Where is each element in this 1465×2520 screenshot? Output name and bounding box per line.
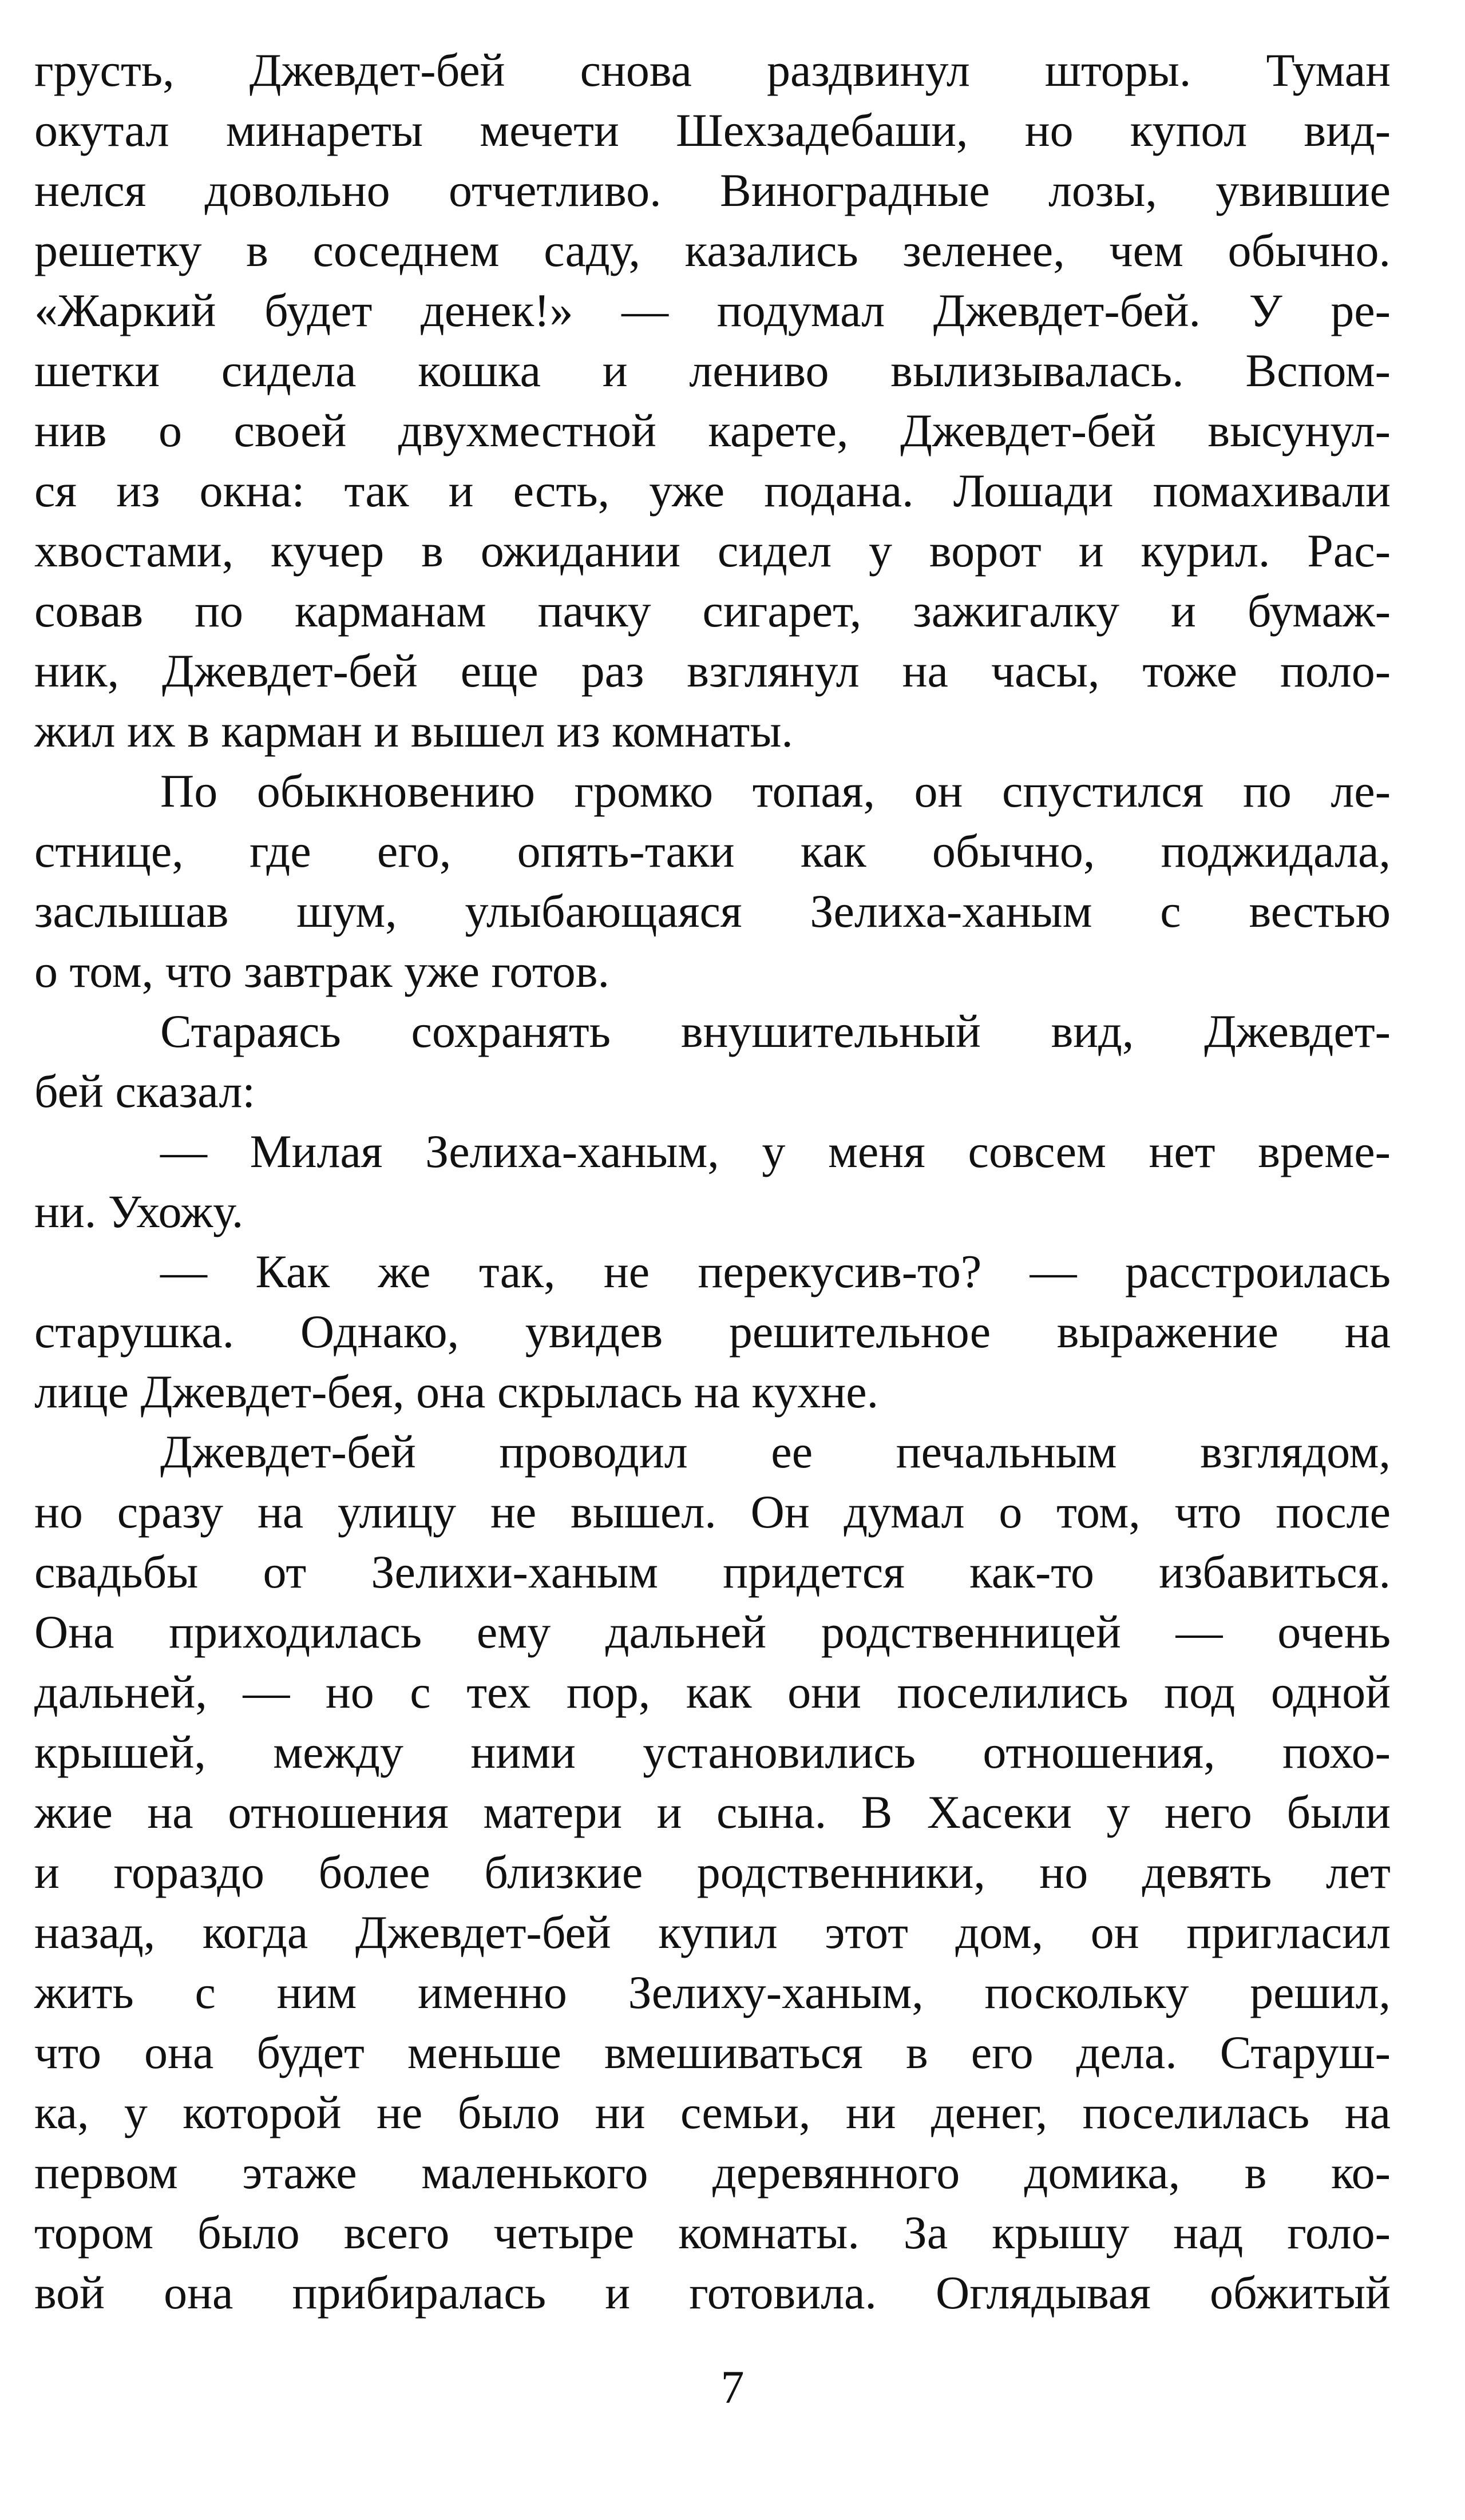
text-line: Стараясь сохранять внушительный вид, Джевдет- <box>160 1005 1391 1057</box>
text-line: дальней, — но с тех пор, как они поселились под одной <box>34 1666 1391 1718</box>
text-line: нив о своей двухместной карете, Джевдет-бей высунул- <box>34 404 1391 457</box>
text-line: что она будет меньше вмешиваться в его дела. Старуш- <box>34 2026 1391 2078</box>
text-line: По обыкновению громко топая, он спустился по ле- <box>160 765 1391 817</box>
text-line: заслышав шум, улыбающаяся Зелиха-ханым с вестью <box>34 885 1391 937</box>
text-line: ка, у которой не было ни семьи, ни денег, поселилась на <box>34 2086 1391 2138</box>
text-line: лице Джевдет-бея, она скрылась на кухне. <box>34 1366 879 1418</box>
text-line: «Жаркий будет денек!» — подумал Джевдет-бей. У ре- <box>34 284 1391 336</box>
text-line: первом этаже маленького деревянного домика, в ко- <box>34 2146 1391 2198</box>
body-text <box>34 40 1391 2323</box>
text-line: бей сказал: <box>34 1065 256 1117</box>
page-number: 7 <box>720 2361 745 2413</box>
text-line: назад, когда Джевдет-бей купил этот дом, он пригласил <box>34 1906 1391 1958</box>
text-line: — Как же так, не перекусив-то? — расстроилась <box>160 1245 1391 1297</box>
text-line: Джевдет-бей проводил ее печальным взглядом, <box>160 1426 1391 1478</box>
text-line: вой она прибиралась и готовила. Оглядывая обжитый <box>34 2267 1391 2319</box>
text-line: но сразу на улицу не вышел. Он думал о том, что после <box>34 1486 1391 1538</box>
text-line: жить с ним именно Зелиху-ханым, поскольку решил, <box>34 1966 1391 2018</box>
text-line: грусть, Джевдет-бей снова раздвинул шторы. Туман <box>34 44 1391 96</box>
text-line: хвостами, кучер в ожидании сидел у ворот и курил. Рас- <box>34 525 1391 577</box>
text-line: окутал минареты мечети Шехзадебаши, но купол вид- <box>34 104 1391 156</box>
text-line: совав по карманам пачку сигарет, зажигалку и бумаж- <box>34 585 1391 637</box>
text-line: ник, Джевдет-бей еще раз взглянул на часы, тоже поло- <box>34 645 1391 697</box>
text-line: решетку в соседнем саду, казались зеленее, чем обычно. <box>34 224 1391 276</box>
text-line: Она приходилась ему дальней родственницей — очень <box>34 1606 1391 1658</box>
text-line: нелся довольно отчетливо. Виноградные лозы, увившие <box>34 164 1391 216</box>
text-line: старушка. Однако, увидев решительное выражение на <box>34 1305 1391 1358</box>
text-line: шетки сидела кошка и лениво вылизывалась. Вспом- <box>34 344 1391 396</box>
text-line: и гораздо более близкие родственники, но девять лет <box>34 1846 1391 1898</box>
text-line: ни. Ухожу. <box>34 1185 244 1237</box>
text-line: свадьбы от Зелихи-ханым придется как-то избавиться. <box>34 1546 1391 1598</box>
text-line: тором было всего четыре комнаты. За крышу над голо- <box>34 2207 1391 2259</box>
text-line: крышей, между ними установились отношения, похо- <box>34 1726 1391 1778</box>
text-line: жил их в карман и вышел из комнаты. <box>34 705 793 757</box>
text-line: стнице, где его, опять-таки как обычно, поджидала, <box>34 825 1391 877</box>
text-line: — Милая Зелиха-ханым, у меня совсем нет време- <box>160 1125 1391 1177</box>
text-line: ся из окна: так и есть, уже подана. Лошади помахивали <box>34 465 1391 517</box>
text-line: жие на отношения матери и сына. В Хасеки у него были <box>34 1786 1391 1838</box>
text-line: о том, что завтрак уже готов. <box>34 945 609 997</box>
